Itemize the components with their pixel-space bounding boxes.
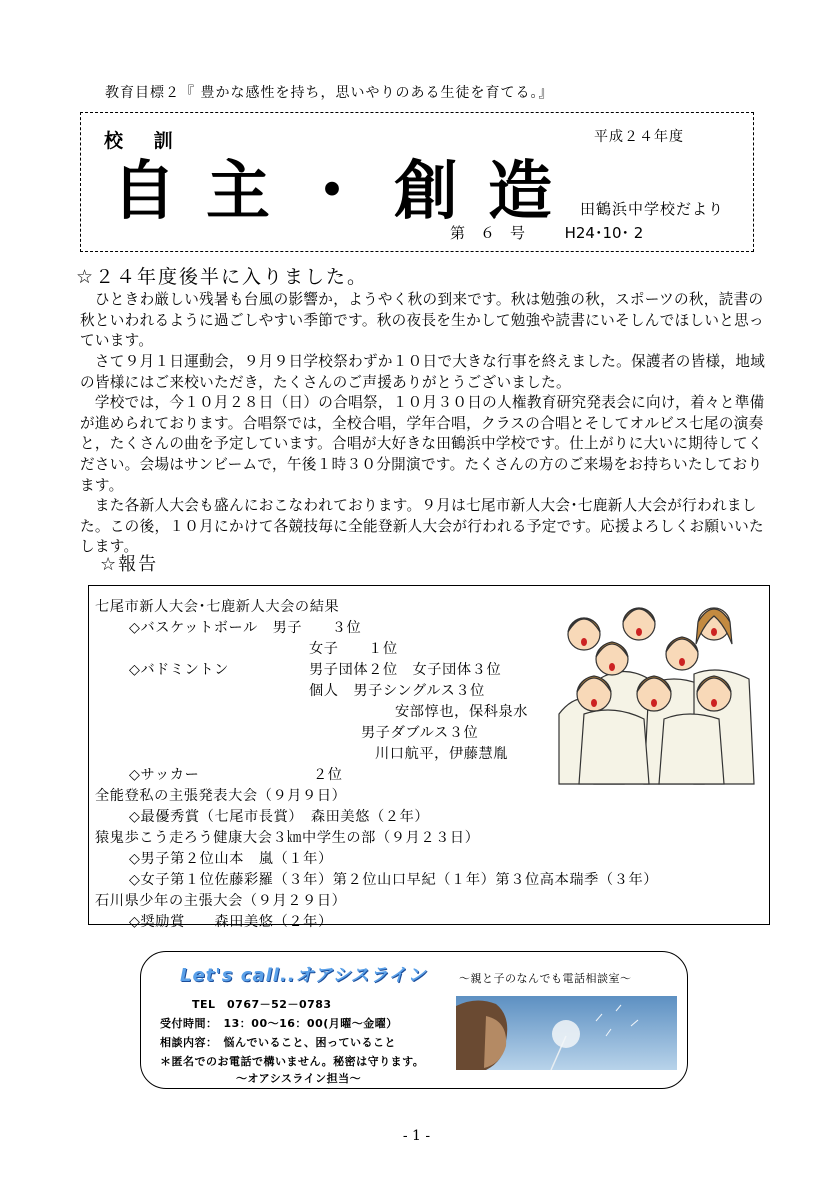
issue-date: H24･10･ 2 bbox=[564, 224, 644, 242]
oasis-note: ＊匿名でのお電話で構いません。秘密は守ります。 bbox=[160, 1055, 425, 1068]
oasis-subtitle: ～親と子のなんでも電話相談室～ bbox=[459, 972, 632, 985]
issue-number: 第 ６ 号 bbox=[450, 224, 526, 242]
report-line: 安部惇也，保科泉水 bbox=[395, 704, 529, 720]
oasis-hours: 受付時間： 13：00～16：00(月曜～金曜） bbox=[160, 1017, 398, 1030]
newsletter-title: 田鶴浜中学校だより bbox=[580, 200, 725, 218]
report-line: 男子団体２位 女子団体３位 bbox=[309, 662, 502, 678]
article-heading: ☆２４年度後半に入りました。 bbox=[76, 266, 369, 288]
report-heading: ☆報告 bbox=[100, 554, 159, 575]
oasis-title: Let's call..オアシスライン bbox=[180, 965, 427, 986]
report-line: ◇バドミントン bbox=[129, 662, 229, 678]
report-line: 石川県少年の主張大会（９月２９日） bbox=[95, 893, 347, 909]
article-paragraph: さて９月１日運動会，９月９日学校祭わずか１０日で大きな行事を終えました。保護者の皆様，地域の皆様にはご来校いただき，たくさんのご声援ありがとうございました。 bbox=[80, 353, 766, 391]
choir-illustration bbox=[554, 594, 759, 789]
motto-label: 校 訓 bbox=[104, 130, 185, 152]
report-line: 女子 １位 bbox=[309, 641, 398, 657]
oasis-tel: TEL 0767－52－0783 bbox=[192, 998, 332, 1011]
report-line: ◇男子第２位山本 嵐（１年） bbox=[129, 851, 333, 867]
oasis-content: 相談内容： 悩んでいること、困っていること bbox=[160, 1036, 396, 1049]
page-number: - 1 - bbox=[402, 1128, 431, 1144]
report-line: ◇サッカー bbox=[129, 767, 200, 783]
year-label: 平成２４年度 bbox=[594, 129, 684, 145]
report-box bbox=[88, 585, 770, 930]
report-line: 男子ダブルス３位 bbox=[361, 725, 479, 741]
report-line: ◇奨励賞 森田美悠（２年） bbox=[129, 914, 333, 930]
report-line: ◇女子第１位佐藤彩羅（３年）第２位山口早紀（１年）第３位高本瑞季（３年） bbox=[129, 872, 659, 888]
article-paragraph: また各新人大会も盛んにおこなわれております。９月は七尾市新人大会･七鹿新人大会が行われました。この後，１０月にかけて各競技毎に全能登新人大会が行われる予定です。応援よろしくお願いいたします。 bbox=[80, 497, 764, 556]
article-paragraph: 学校では，今１０月２８日（日）の合唱祭，１０月３０日の人権教育研究発表会に向け，着々と準備が進められております。合唱祭では，全校合唱，学年合唱，クラスの合唱とそしてオルビス七尾の演奏と，たくさんの曲を予定しています。合唱が大好きな田鶴浜中学校です。仕上がりに大いに期待してください。会場はサンビームで，午後１時３０分開演です。たくさんの方のご来場をお持ちいたしております。 bbox=[80, 394, 765, 494]
report-line: ◇バスケットボール 男子 ３位 bbox=[129, 620, 362, 636]
issue-line bbox=[450, 222, 643, 243]
educational-goal: 教育目標２『 豊かな感性を持ち，思いやりのある生徒を育てる。』 bbox=[105, 85, 554, 101]
report-line: ２位 bbox=[313, 767, 343, 783]
report-line: 猿鬼歩こう走ろう健康大会３㎞中学生の部（９月２３日） bbox=[95, 830, 480, 846]
report-line: 個人 男子シングルス３位 bbox=[309, 683, 485, 699]
report-line: 川口航平，伊藤慧胤 bbox=[375, 746, 509, 762]
oasis-sign: ～オアシスライン担当～ bbox=[236, 1072, 362, 1085]
report-line: 全能登私の主張発表大会（９月９日） bbox=[95, 788, 347, 804]
dandelion-photo bbox=[456, 996, 677, 1070]
article-paragraph: ひときわ厳しい残暑も台風の影響か，ようやく秋の到来です。秋は勉強の秋，スポーツの秋，読書の秋といわれるように過ごしやすい季節です。秋の夜長を生かして勉強や読書にいそしんでほしいと思っています。 bbox=[80, 291, 764, 350]
report-line: ◇最優秀賞（七尾市長賞） 森田美悠（２年） bbox=[129, 809, 430, 825]
report-line: 七尾市新人大会･七鹿新人大会の結果 bbox=[95, 599, 340, 615]
school-motto: 自主・創造 bbox=[112, 154, 582, 229]
